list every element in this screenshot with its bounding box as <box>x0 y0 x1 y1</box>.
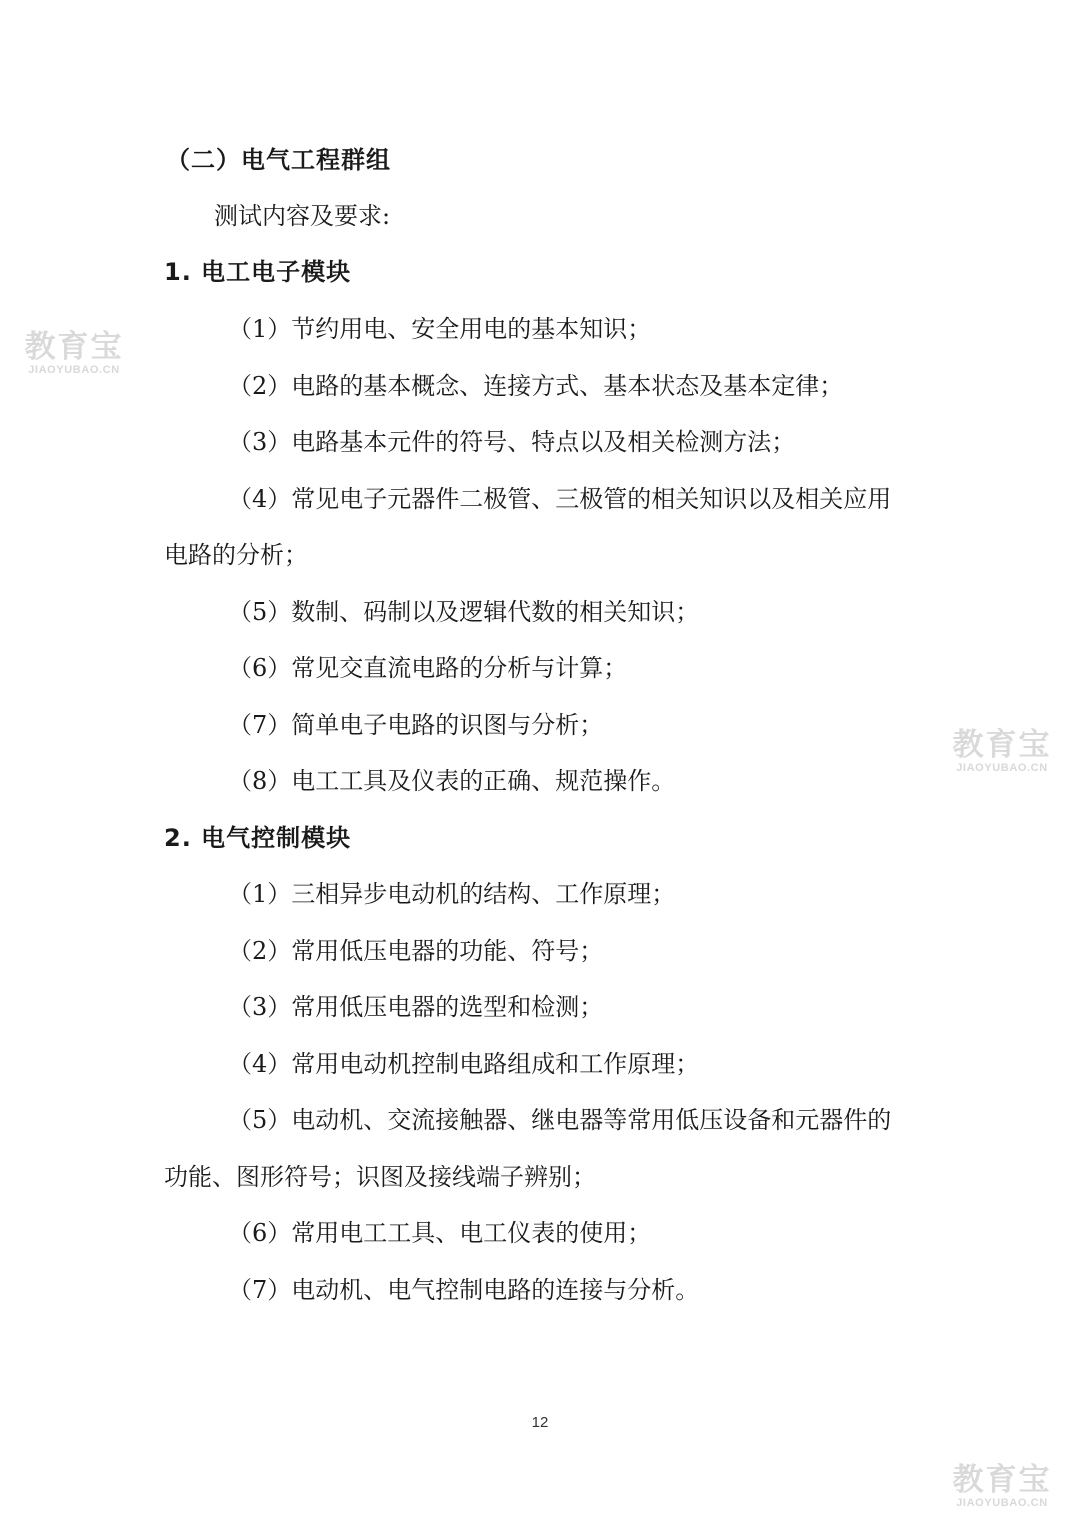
intro-text: 测试内容及要求: <box>214 202 391 230</box>
list-item: （1）节约用电、安全用电的基本知识； <box>228 315 652 343</box>
list-item: （6）常用电工工具、电工仪表的使用； <box>228 1219 652 1247</box>
watermark-logo <box>946 1463 1058 1509</box>
list-item: （4）常用电动机控制电路组成和工作原理； <box>228 1050 700 1078</box>
watermark-en: JIAOYUBAO.CN <box>956 1497 1048 1509</box>
list-item: （5）电动机、交流接触器、继电器等常用低压设备和元器件的 <box>228 1106 892 1134</box>
list-item-continuation: 电路的分析； <box>164 541 308 569</box>
watermark-cn: 教育宝 <box>24 329 124 365</box>
watermark-cn: 教育宝 <box>952 1462 1052 1498</box>
page-number: 12 <box>531 1414 549 1431</box>
module-title-electrical-electronics: 1. 电工电子模块 <box>164 258 352 286</box>
list-item: （5）数制、码制以及逻辑代数的相关知识； <box>228 598 700 626</box>
list-item: （3）电路基本元件的符号、特点以及相关检测方法； <box>228 428 796 456</box>
list-item: （1）三相异步电动机的结构、工作原理； <box>228 880 676 908</box>
watermark-logo <box>946 728 1058 774</box>
section-heading: （二）电气工程群组 <box>166 146 391 174</box>
list-item: （6）常见交直流电路的分析与计算； <box>228 654 628 682</box>
watermark-en: JIAOYUBAO.CN <box>956 762 1048 774</box>
list-item: （2）常用低压电器的功能、符号； <box>228 937 604 965</box>
list-item-continuation: 功能、图形符号；识图及接线端子辨别； <box>164 1163 596 1191</box>
list-item: （4）常见电子元器件二极管、三极管的相关知识以及相关应用 <box>228 485 892 513</box>
list-item: （2）电路的基本概念、连接方式、基本状态及基本定律； <box>228 372 844 400</box>
module-title-electrical-control: 2. 电气控制模块 <box>164 824 352 852</box>
watermark-cn: 教育宝 <box>952 727 1052 763</box>
watermark-en: JIAOYUBAO.CN <box>28 364 120 376</box>
list-item: （8）电工工具及仪表的正确、规范操作。 <box>228 767 676 795</box>
watermark-logo <box>18 330 130 376</box>
list-item: （7）电动机、电气控制电路的连接与分析。 <box>228 1276 700 1304</box>
list-item: （3）常用低压电器的选型和检测； <box>228 993 604 1021</box>
list-item: （7）简单电子电路的识图与分析； <box>228 711 604 739</box>
